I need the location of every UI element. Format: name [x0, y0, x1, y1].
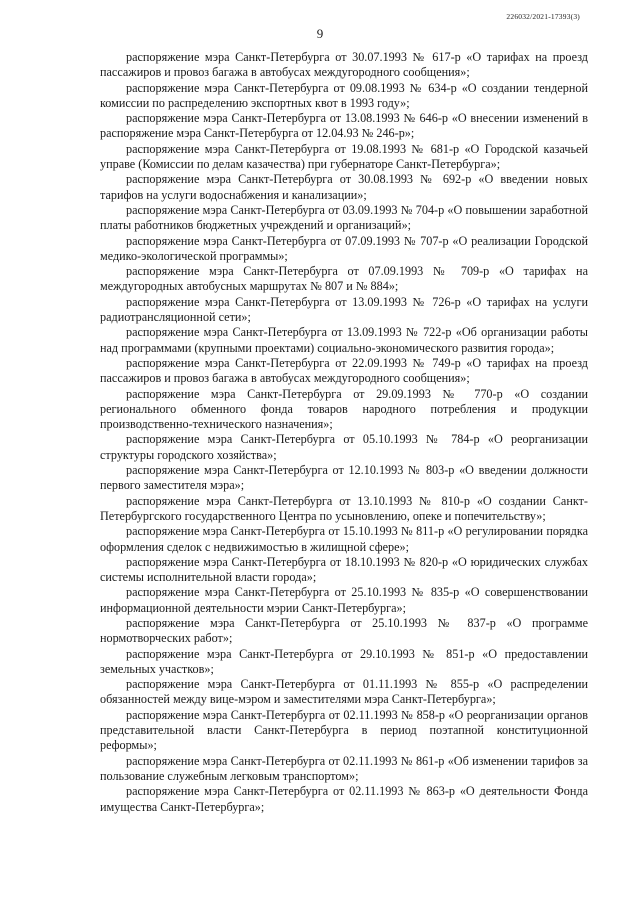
- list-item: распоряжение мэра Санкт-Петербурга от 13.09.1993 № 726-р «О тарифах на услуги радиотрансляционной сети»;: [100, 294, 588, 325]
- list-item: распоряжение мэра Санкт-Петербурга от 25.10.1993 № 837-р «О программе нормотворческих работ»;: [100, 615, 588, 646]
- list-item: распоряжение мэра Санкт-Петербурга от 01.11.1993 № 855-р «О распределении обязанностей между вице-мэром и заместителями мэра Санкт-Петербурга»;: [100, 677, 588, 707]
- list-item: распоряжение мэра Санкт-Петербурга от 09.08.1993 № 634-р «О создании тендерной комиссии по распределению экспортных квот в 1993 году»;: [100, 80, 588, 110]
- list-item: распоряжение мэра Санкт-Петербурга от 18.10.1993 № 820-р «О юридических службах системы исполнительной власти города»;: [100, 554, 588, 585]
- page-number: 9: [316, 26, 324, 41]
- list-item: распоряжение мэра Санкт-Петербурга от 19.08.1993 № 681-р «О Городской казачьей управе (Комиссии по делам казачества) при губернаторе Санкт-Петербурга»;: [100, 141, 588, 172]
- list-item: распоряжение мэра Санкт-Петербурга от 13.10.1993 № 810-р «О создании Санкт-Петербургского государственного Центра по усыновлению, опеке и попечительству»;: [100, 493, 588, 523]
- list-item: распоряжение мэра Санкт-Петербурга от 05.10.1993 № 784-р «О реорганизации структуры городского хозяйства»;: [100, 432, 588, 462]
- list-item: распоряжение мэра Санкт-Петербурга от 03.09.1993 № 704-р «О повышении заработной платы работников бюджетных учреждений и организаций»;: [100, 202, 588, 233]
- list-item: распоряжение мэра Санкт-Петербурга от 29.10.1993 № 851-р «О предоставлении земельных участков»;: [100, 646, 588, 676]
- list-item: распоряжение мэра Санкт-Петербурга от 30.08.1993 № 692-р «О введении новых тарифов на услуги водоснабжения и канализации»;: [100, 172, 588, 202]
- list-item: распоряжение мэра Санкт-Петербурга от 02.11.1993 № 858-р «О реорганизации органов представительной власти Санкт-Петербурга в период поэтапной конституционной реформы»;: [100, 707, 588, 753]
- list-item: распоряжение мэра Санкт-Петербурга от 29.09.1993 № 770-р «О создании регионального обменного фонда товаров народного потребления и продукции производственно-технического назначения»;: [100, 386, 588, 432]
- list-item: распоряжение мэра Санкт-Петербурга от 13.09.1993 № 722-р «Об организации работы над программами (крупными проектами) социально-экономического развития города»;: [100, 325, 588, 355]
- list-item: распоряжение мэра Санкт-Петербурга от 15.10.1993 № 811-р «О регулировании порядка оформления сделок с недвижимостью в жилищной сфере»;: [100, 524, 588, 554]
- list-item: распоряжение мэра Санкт-Петербурга от 07.09.1993 № 707-р «О реализации Городской медико-экологической программы»;: [100, 233, 588, 263]
- list-item: распоряжение мэра Санкт-Петербурга от 07.09.1993 № 709-р «О тарифах на междугородных автобусных маршрутах № 807 и № 884»;: [100, 264, 588, 294]
- list-item: распоряжение мэра Санкт-Петербурга от 13.08.1993 № 646-р «О внесении изменений в распоряжение мэра Санкт-Петербурга от 12.04.93 № 246-р»;: [100, 111, 588, 141]
- list-item: распоряжение мэра Санкт-Петербурга от 12.10.1993 № 803-р «О введении должности первого заместителя мэра»;: [100, 463, 588, 493]
- list-item: распоряжение мэра Санкт-Петербурга от 02.11.1993 № 863-р «О деятельности Фонда имущества Санкт-Петербурга»;: [100, 784, 588, 814]
- list-item: распоряжение мэра Санкт-Петербурга от 02.11.1993 № 861-р «Об изменении тарифов за пользование служебным легковым транспортом»;: [100, 753, 588, 783]
- document-body: [100, 50, 588, 815]
- list-item: распоряжение мэра Санкт-Петербурга от 25.10.1993 № 835-р «О совершенствовании информационной деятельности мэрии Санкт-Петербурга»;: [100, 585, 588, 615]
- list-item: распоряжение мэра Санкт-Петербурга от 30.07.1993 № 617-р «О тарифах на проезд пассажиров и провоз багажа в автобусах междугородного сообщения»;: [100, 50, 588, 80]
- document-code: 226032/2021-17393(3): [506, 12, 580, 21]
- list-item: распоряжение мэра Санкт-Петербурга от 22.09.1993 № 749-р «О тарифах на проезд пассажиров и провоз багажа в автобусах междугородного сообщения»;: [100, 355, 588, 386]
